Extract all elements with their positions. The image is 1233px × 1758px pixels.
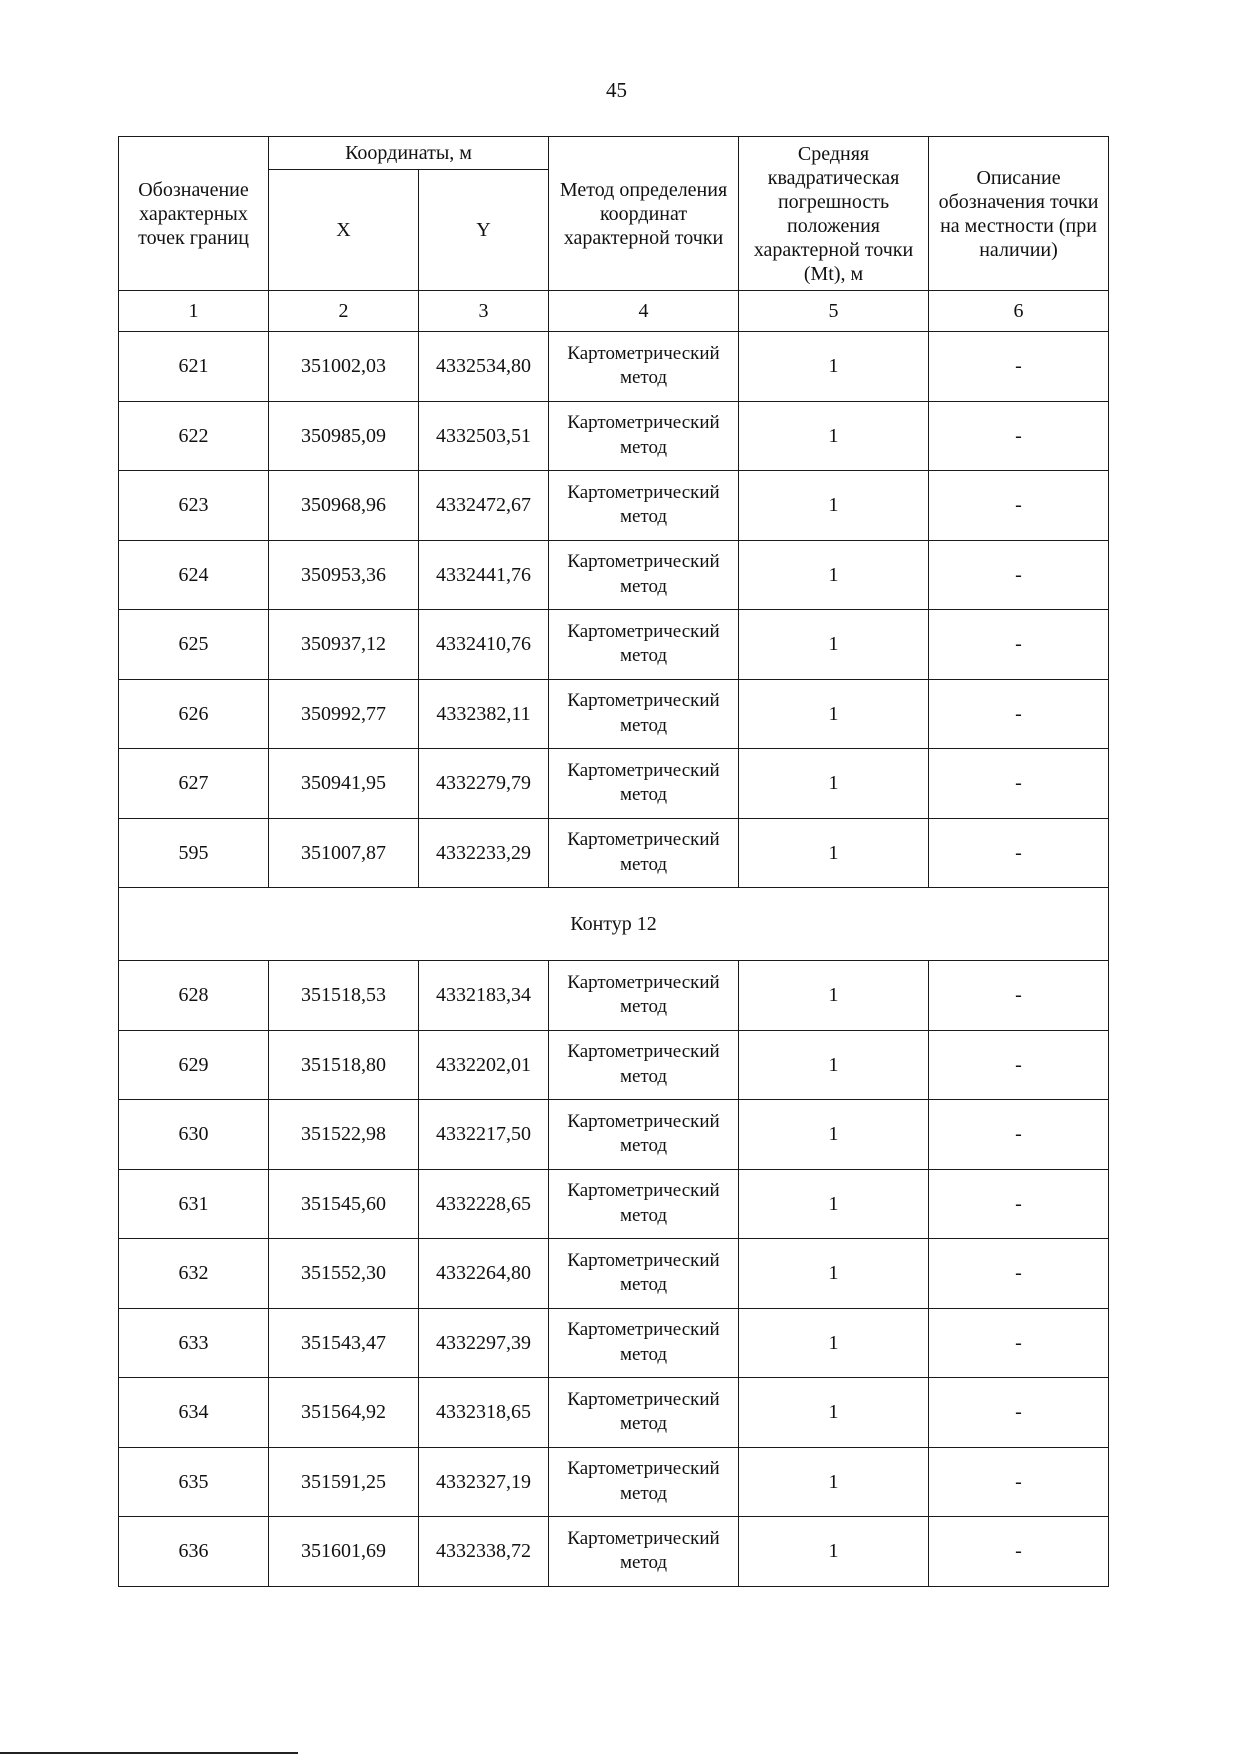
x-cell: 350941,95 [269,749,419,819]
error-cell: 1 [739,749,929,819]
method-cell: Картометрический метод [549,1169,739,1239]
x-cell: 351552,30 [269,1239,419,1309]
point-cell: 595 [119,818,269,888]
coordinates-table [118,136,1109,1587]
error-cell: 1 [739,679,929,749]
x-cell: 350937,12 [269,610,419,680]
point-cell: 632 [119,1239,269,1309]
point-cell: 627 [119,749,269,819]
y-cell: 4332327,19 [419,1447,549,1517]
method-cell: Картометрический метод [549,471,739,541]
method-cell: Картометрический метод [549,1030,739,1100]
description-cell: - [929,1378,1109,1448]
table-row [119,610,1109,680]
y-cell: 4332183,34 [419,961,549,1031]
y-cell: 4332318,65 [419,1378,549,1448]
point-cell: 629 [119,1030,269,1100]
table-row [119,961,1109,1031]
point-cell: 628 [119,961,269,1031]
error-cell: 1 [739,1378,929,1448]
table-row [119,679,1109,749]
table-row [119,332,1109,402]
error-cell: 1 [739,1517,929,1587]
table-row [119,540,1109,610]
error-cell: 1 [739,1169,929,1239]
point-cell: 635 [119,1447,269,1517]
y-cell: 4332264,80 [419,1239,549,1309]
description-cell: - [929,818,1109,888]
method-cell: Картометрический метод [549,401,739,471]
footnote-separator [0,1752,298,1754]
point-cell: 631 [119,1169,269,1239]
error-cell: 1 [739,961,929,1031]
column-number: 1 [119,291,269,332]
method-cell: Картометрический метод [549,332,739,402]
y-cell: 4332217,50 [419,1100,549,1170]
x-cell: 350968,96 [269,471,419,541]
error-cell: 1 [739,1239,929,1309]
x-cell: 351007,87 [269,818,419,888]
point-cell: 624 [119,540,269,610]
x-cell: 351518,53 [269,961,419,1031]
y-cell: 4332410,76 [419,610,549,680]
column-number: 4 [549,291,739,332]
method-cell: Картометрический метод [549,749,739,819]
error-cell: 1 [739,401,929,471]
description-cell: - [929,1239,1109,1309]
column-number: 3 [419,291,549,332]
table-row [119,1517,1109,1587]
column-number: 2 [269,291,419,332]
method-cell: Картометрический метод [549,1100,739,1170]
point-cell: 633 [119,1308,269,1378]
description-cell: - [929,401,1109,471]
header-y: Y [419,170,549,291]
method-cell: Картометрический метод [549,679,739,749]
method-cell: Картометрический метод [549,1517,739,1587]
method-cell: Картометрический метод [549,961,739,1031]
x-cell: 350992,77 [269,679,419,749]
description-cell: - [929,610,1109,680]
error-cell: 1 [739,1030,929,1100]
x-cell: 351518,80 [269,1030,419,1100]
point-cell: 622 [119,401,269,471]
table-row [119,401,1109,471]
y-cell: 4332441,76 [419,540,549,610]
x-cell: 351545,60 [269,1169,419,1239]
table-row [119,749,1109,819]
page-number: 45 [606,78,627,102]
contour-row [119,888,1109,961]
method-cell: Картометрический метод [549,1447,739,1517]
header-description: Описание обозначения точки на местности (при наличии) [929,137,1109,291]
point-cell: 623 [119,471,269,541]
description-cell: - [929,540,1109,610]
column-number: 6 [929,291,1109,332]
header-point-designation: Обозначение характерных точек границ [119,137,269,291]
table-row [119,818,1109,888]
y-cell: 4332297,39 [419,1308,549,1378]
method-cell: Картометрический метод [549,818,739,888]
x-cell: 351522,98 [269,1100,419,1170]
table-row [119,1030,1109,1100]
description-cell: - [929,1030,1109,1100]
x-cell: 351591,25 [269,1447,419,1517]
y-cell: 4332228,65 [419,1169,549,1239]
point-cell: 634 [119,1378,269,1448]
error-cell: 1 [739,540,929,610]
method-cell: Картометрический метод [549,1378,739,1448]
error-cell: 1 [739,610,929,680]
table-row [119,1447,1109,1517]
description-cell: - [929,1169,1109,1239]
header-error: Средняя квадратическая погрешность положения характерной точки (Mt), м [739,137,929,291]
description-cell: - [929,749,1109,819]
header-method: Метод определения координат характерной точки [549,137,739,291]
y-cell: 4332503,51 [419,401,549,471]
description-cell: - [929,1308,1109,1378]
contour-label: Контур 12 [119,888,1109,961]
column-number-row [119,291,1109,332]
y-cell: 4332534,80 [419,332,549,402]
description-cell: - [929,1517,1109,1587]
y-cell: 4332202,01 [419,1030,549,1100]
description-cell: - [929,1100,1109,1170]
point-cell: 636 [119,1517,269,1587]
method-cell: Картометрический метод [549,1308,739,1378]
error-cell: 1 [739,1308,929,1378]
table-row [119,1100,1109,1170]
x-cell: 351601,69 [269,1517,419,1587]
x-cell: 350953,36 [269,540,419,610]
error-cell: 1 [739,1100,929,1170]
method-cell: Картометрический метод [549,540,739,610]
y-cell: 4332233,29 [419,818,549,888]
table-row [119,1239,1109,1309]
table-row [119,471,1109,541]
y-cell: 4332472,67 [419,471,549,541]
description-cell: - [929,471,1109,541]
column-number: 5 [739,291,929,332]
header-coordinates: Координаты, м [269,137,549,170]
point-cell: 621 [119,332,269,402]
y-cell: 4332279,79 [419,749,549,819]
x-cell: 351564,92 [269,1378,419,1448]
method-cell: Картометрический метод [549,610,739,680]
x-cell: 350985,09 [269,401,419,471]
x-cell: 351543,47 [269,1308,419,1378]
method-cell: Картометрический метод [549,1239,739,1309]
y-cell: 4332382,11 [419,679,549,749]
point-cell: 630 [119,1100,269,1170]
error-cell: 1 [739,471,929,541]
x-cell: 351002,03 [269,332,419,402]
y-cell: 4332338,72 [419,1517,549,1587]
description-cell: - [929,679,1109,749]
error-cell: 1 [739,1447,929,1517]
header-x: X [269,170,419,291]
table-row [119,1308,1109,1378]
description-cell: - [929,961,1109,1031]
description-cell: - [929,1447,1109,1517]
description-cell: - [929,332,1109,402]
error-cell: 1 [739,332,929,402]
point-cell: 625 [119,610,269,680]
error-cell: 1 [739,818,929,888]
table-row [119,1169,1109,1239]
point-cell: 626 [119,679,269,749]
table-row [119,1378,1109,1448]
